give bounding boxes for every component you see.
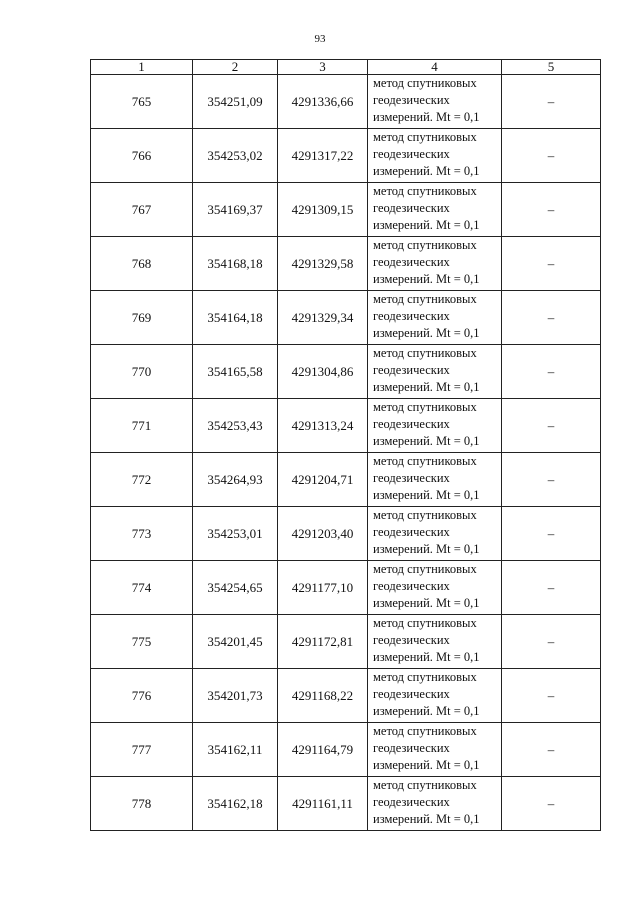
y-coordinate-cell: 4291161,11 — [278, 777, 368, 831]
method-text-line: метод спутниковых — [373, 346, 477, 360]
point-number-cell: 778 — [91, 777, 193, 831]
method-text-line: геодезических — [373, 525, 450, 539]
method-cell — [368, 237, 502, 291]
method-cell — [368, 345, 502, 399]
x-coordinate-cell: 354168,18 — [193, 237, 278, 291]
x-coordinate-cell: 354201,73 — [193, 669, 278, 723]
table-row — [91, 669, 601, 723]
y-coordinate-cell: 4291309,15 — [278, 183, 368, 237]
point-number-cell: 770 — [91, 345, 193, 399]
method-text-line: геодезических — [373, 417, 450, 431]
x-coordinate-cell: 354253,02 — [193, 129, 278, 183]
x-coordinate-cell: 354164,18 — [193, 291, 278, 345]
note-cell: – — [502, 453, 601, 507]
method-text-line: измерений. Mt = 0,1 — [373, 110, 480, 124]
coordinates-table — [90, 59, 601, 831]
point-number-cell: 776 — [91, 669, 193, 723]
method-cell — [368, 723, 502, 777]
table-row — [91, 291, 601, 345]
table-row — [91, 75, 601, 129]
method-text-line: измерений. Mt = 0,1 — [373, 758, 480, 772]
table-header-row — [91, 60, 601, 75]
point-number-cell: 774 — [91, 561, 193, 615]
method-text-line: метод спутниковых — [373, 562, 477, 576]
method-text-line: метод спутниковых — [373, 670, 477, 684]
table-body — [91, 75, 601, 831]
method-text-line: метод спутниковых — [373, 184, 477, 198]
note-cell: – — [502, 615, 601, 669]
method-text-line: геодезических — [373, 147, 450, 161]
note-cell: – — [502, 75, 601, 129]
y-coordinate-cell: 4291329,34 — [278, 291, 368, 345]
point-number-cell: 769 — [91, 291, 193, 345]
point-number-cell: 777 — [91, 723, 193, 777]
method-text-line: геодезических — [373, 633, 450, 647]
method-cell — [368, 507, 502, 561]
method-text-line: измерений. Mt = 0,1 — [373, 812, 480, 826]
table-row — [91, 183, 601, 237]
x-coordinate-cell: 354162,18 — [193, 777, 278, 831]
point-number-cell: 766 — [91, 129, 193, 183]
method-cell — [368, 777, 502, 831]
method-text-line: измерений. Mt = 0,1 — [373, 434, 480, 448]
method-text-line: измерений. Mt = 0,1 — [373, 488, 480, 502]
method-text-line: геодезических — [373, 687, 450, 701]
x-coordinate-cell: 354169,37 — [193, 183, 278, 237]
note-cell: – — [502, 399, 601, 453]
point-number-cell: 771 — [91, 399, 193, 453]
method-text-line: геодезических — [373, 579, 450, 593]
method-cell — [368, 615, 502, 669]
note-cell: – — [502, 129, 601, 183]
table-row — [91, 453, 601, 507]
method-text-line: геодезических — [373, 93, 450, 107]
method-cell — [368, 75, 502, 129]
x-coordinate-cell: 354254,65 — [193, 561, 278, 615]
y-coordinate-cell: 4291177,10 — [278, 561, 368, 615]
point-number-cell: 765 — [91, 75, 193, 129]
method-text-line: измерений. Mt = 0,1 — [373, 218, 480, 232]
method-text-line: геодезических — [373, 255, 450, 269]
method-cell — [368, 561, 502, 615]
method-text-line: метод спутниковых — [373, 76, 477, 90]
y-coordinate-cell: 4291164,79 — [278, 723, 368, 777]
x-coordinate-cell: 354264,93 — [193, 453, 278, 507]
note-cell: – — [502, 291, 601, 345]
y-coordinate-cell: 4291329,58 — [278, 237, 368, 291]
column-header: 3 — [278, 60, 368, 75]
table-row — [91, 561, 601, 615]
method-cell — [368, 669, 502, 723]
method-text-line: метод спутниковых — [373, 778, 477, 792]
method-text-line: измерений. Mt = 0,1 — [373, 650, 480, 664]
point-number-cell: 775 — [91, 615, 193, 669]
method-cell — [368, 399, 502, 453]
table-row — [91, 615, 601, 669]
table-row — [91, 507, 601, 561]
page-number: 93 — [314, 33, 326, 45]
method-text-line: измерений. Mt = 0,1 — [373, 164, 480, 178]
method-text-line: метод спутниковых — [373, 238, 477, 252]
method-text-line: геодезических — [373, 201, 450, 215]
point-number-cell: 768 — [91, 237, 193, 291]
method-text-line: измерений. Mt = 0,1 — [373, 542, 480, 556]
y-coordinate-cell: 4291204,71 — [278, 453, 368, 507]
method-text-line: метод спутниковых — [373, 724, 477, 738]
method-text-line: измерений. Mt = 0,1 — [373, 596, 480, 610]
table-row — [91, 237, 601, 291]
y-coordinate-cell: 4291317,22 — [278, 129, 368, 183]
y-coordinate-cell: 4291304,86 — [278, 345, 368, 399]
x-coordinate-cell: 354162,11 — [193, 723, 278, 777]
method-cell — [368, 291, 502, 345]
method-text-line: метод спутниковых — [373, 508, 477, 522]
column-header: 4 — [368, 60, 502, 75]
point-number-cell: 772 — [91, 453, 193, 507]
method-text-line: метод спутниковых — [373, 454, 477, 468]
method-text-line: геодезических — [373, 741, 450, 755]
table-row — [91, 723, 601, 777]
column-header: 1 — [91, 60, 193, 75]
point-number-cell: 773 — [91, 507, 193, 561]
y-coordinate-cell: 4291203,40 — [278, 507, 368, 561]
note-cell: – — [502, 183, 601, 237]
note-cell: – — [502, 345, 601, 399]
point-number-cell: 767 — [91, 183, 193, 237]
note-cell: – — [502, 507, 601, 561]
method-text-line: метод спутниковых — [373, 616, 477, 630]
note-cell: – — [502, 237, 601, 291]
method-text-line: геодезических — [373, 795, 450, 809]
method-cell — [368, 129, 502, 183]
note-cell: – — [502, 723, 601, 777]
method-text-line: метод спутниковых — [373, 130, 477, 144]
method-text-line: метод спутниковых — [373, 400, 477, 414]
method-text-line: геодезических — [373, 309, 450, 323]
table-row — [91, 345, 601, 399]
column-header: 2 — [193, 60, 278, 75]
note-cell: – — [502, 777, 601, 831]
note-cell: – — [502, 669, 601, 723]
method-cell — [368, 183, 502, 237]
y-coordinate-cell: 4291172,81 — [278, 615, 368, 669]
x-coordinate-cell: 354201,45 — [193, 615, 278, 669]
y-coordinate-cell: 4291168,22 — [278, 669, 368, 723]
x-coordinate-cell: 354165,58 — [193, 345, 278, 399]
x-coordinate-cell: 354253,01 — [193, 507, 278, 561]
method-text-line: измерений. Mt = 0,1 — [373, 380, 480, 394]
table-row — [91, 777, 601, 831]
x-coordinate-cell: 354251,09 — [193, 75, 278, 129]
method-text-line: геодезических — [373, 363, 450, 377]
method-text-line: геодезических — [373, 471, 450, 485]
table-row — [91, 399, 601, 453]
table-row — [91, 129, 601, 183]
method-text-line: метод спутниковых — [373, 292, 477, 306]
method-cell — [368, 453, 502, 507]
x-coordinate-cell: 354253,43 — [193, 399, 278, 453]
note-cell: – — [502, 561, 601, 615]
method-text-line: измерений. Mt = 0,1 — [373, 272, 480, 286]
y-coordinate-cell: 4291313,24 — [278, 399, 368, 453]
method-text-line: измерений. Mt = 0,1 — [373, 704, 480, 718]
column-header: 5 — [502, 60, 601, 75]
method-text-line: измерений. Mt = 0,1 — [373, 326, 480, 340]
y-coordinate-cell: 4291336,66 — [278, 75, 368, 129]
